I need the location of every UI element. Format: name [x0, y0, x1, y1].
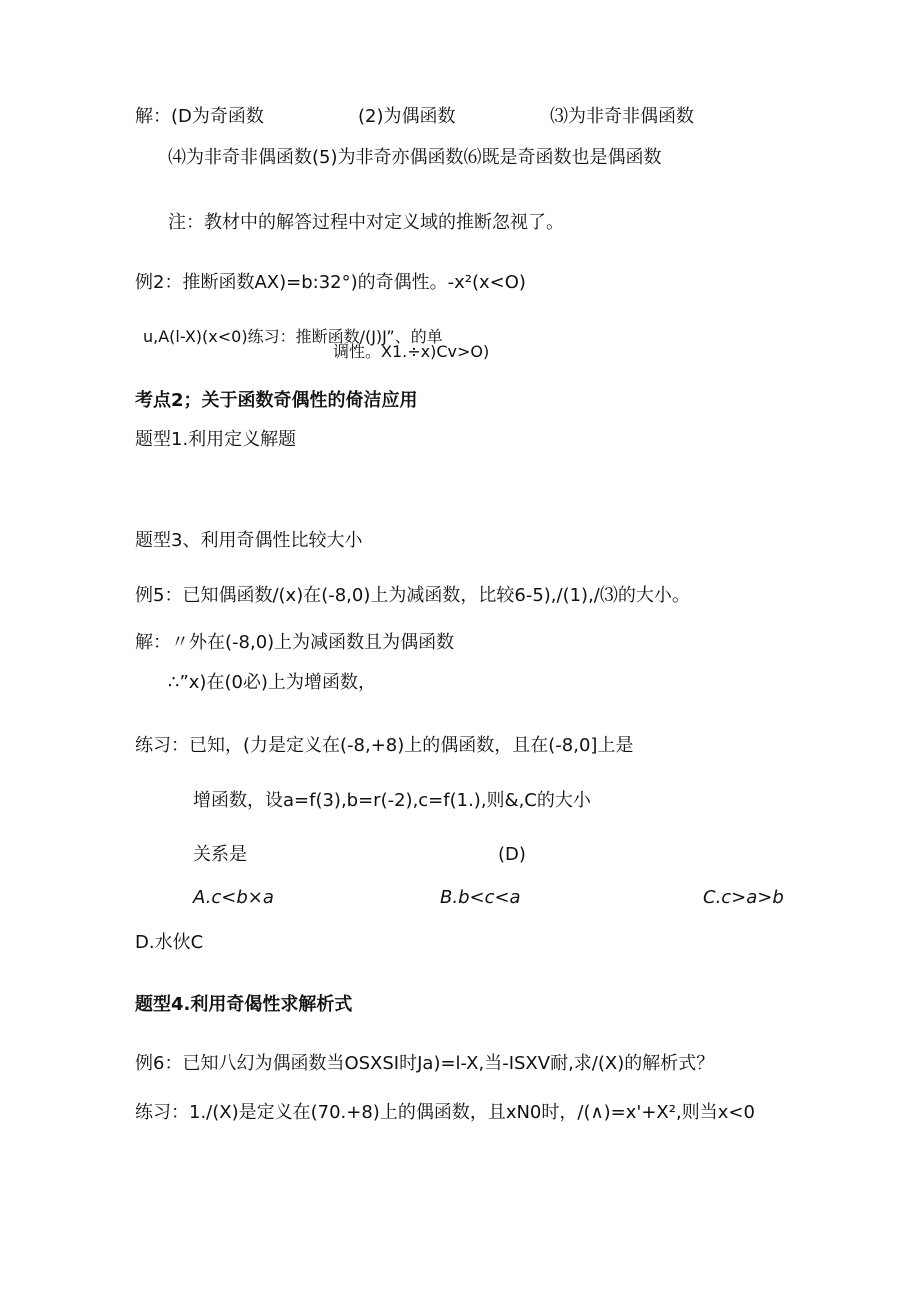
type-4-heading: 题型4.利用奇偈性求解析式 — [135, 994, 353, 1015]
practice-line-3: 关系是 — [193, 844, 247, 865]
option-b: B.b<c<a — [440, 887, 521, 908]
option-c: C.c>a>b — [703, 887, 784, 908]
solution-part-1: 解：(D为奇函数 — [135, 106, 264, 127]
solution-line-2: ⑷为非奇非偶函数(5)为非奇亦偶函数⑹既是奇函数也是偶函数 — [168, 147, 662, 168]
practice-line-1: 练习：已知，(力是定义在(-8,+8)上的偶函数，且在(-8,0]上是 — [135, 735, 634, 756]
note-line: 注：教材中的解答过程中对定义域的推断忽视了。 — [168, 212, 564, 233]
section-heading-kp2: 考点2；关于函数奇偶性的倚洁应用 — [135, 390, 418, 411]
example-2-line-2: u,A(l-X)(x<0)练习：推断函数/(J)J”、的单 — [143, 327, 443, 346]
option-d: D.水伙C — [135, 932, 204, 953]
practice-answer: (D) — [498, 844, 526, 865]
solution-5-line-1: 解：〃外在(-8,0)上为减函数且为偶函数 — [135, 632, 455, 653]
example-2-line-3: 调性。X1.÷x)Cv>O) — [333, 342, 490, 361]
example-2: 例2：推断函数AX)=b:32°)的奇偶性。-x²(x<O) — [135, 272, 526, 293]
solution-part-3: ⑶为非奇非偶函数 — [550, 106, 694, 127]
type-1-heading: 题型1.利用定义解题 — [135, 429, 297, 450]
example-5: 例5：已知偶函数/(x)在(-8,0)上为减函数，比较6-5),/(1),/⑶的大小。 — [135, 585, 690, 606]
practice-6: 练习：1./(X)是定义在(70.+8)上的偶函数，且xN0时，/(∧)=x'+X²,则当x<0 — [135, 1102, 755, 1123]
option-a: A.c<b×a — [193, 887, 274, 908]
example-6: 例6：已知八幻为偶函数当OSXSI时Ja)=l-X,当-ISXV耐,求/(X)的解析式？ — [135, 1053, 715, 1074]
solution-part-2: (2)为偶函数 — [358, 106, 456, 127]
practice-line-2: 增函数，设a=f(3),b=r(-2),c=f(1.),则&,C的大小 — [193, 790, 591, 811]
solution-5-line-2: ∴”x)在(0必)上为增函数， — [168, 672, 376, 693]
type-3-heading: 题型3、利用奇偶性比较大小 — [135, 530, 363, 551]
